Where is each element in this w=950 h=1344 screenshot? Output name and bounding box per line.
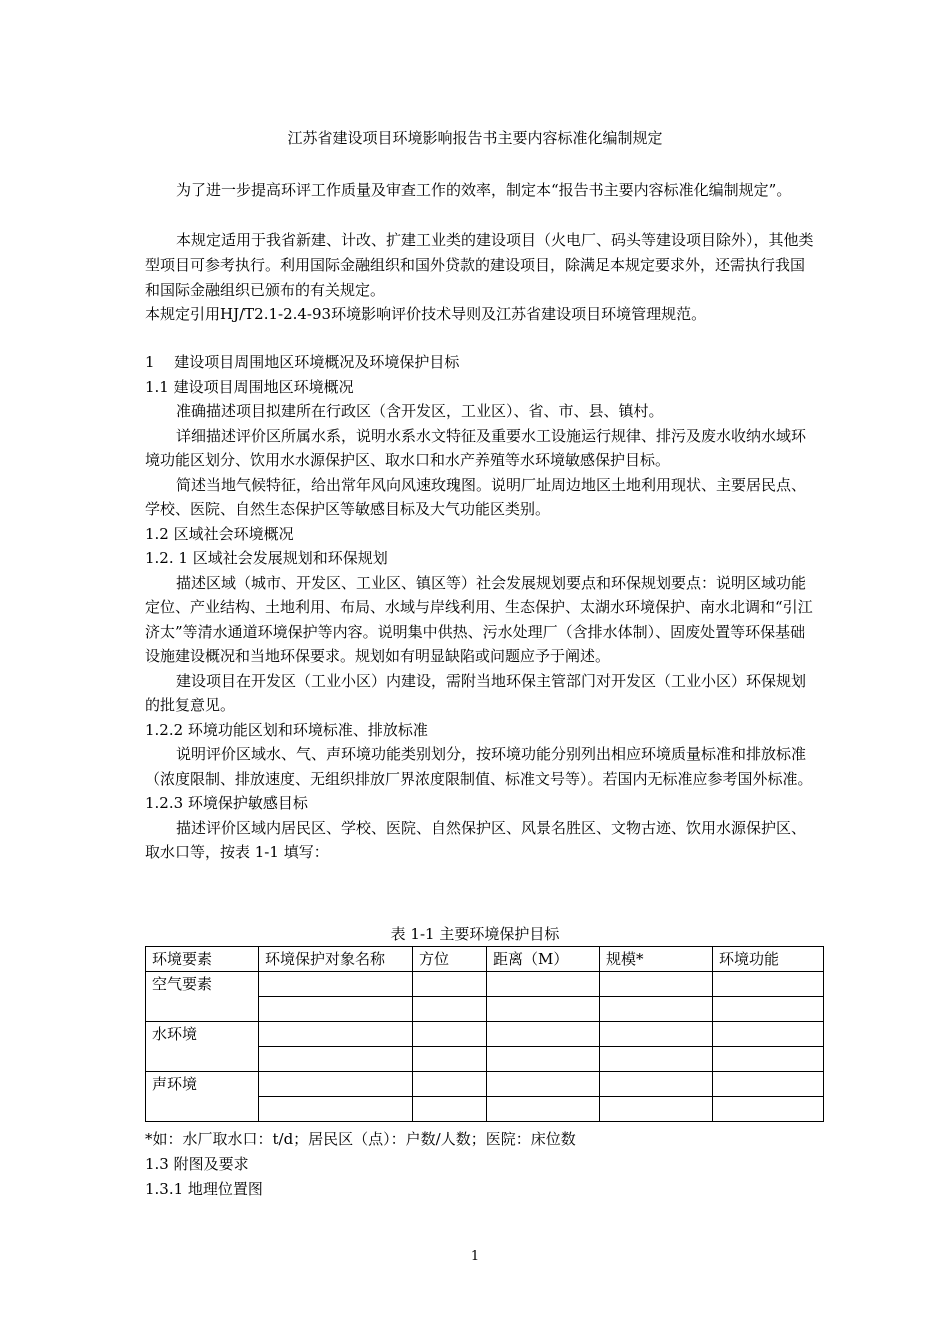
table-header-cell: 距离（M）	[487, 947, 600, 972]
table-cell	[487, 1022, 600, 1047]
section-1-1-heading: 1.1 建设项目周围地区环境概况	[145, 377, 354, 396]
table-header-row	[146, 947, 824, 972]
group-label-air: 空气要素	[146, 972, 259, 1022]
table-cell	[600, 997, 713, 1022]
section-1-2-2-paragraph: 说明评价区域水、气、声环境功能类别划分，按环境功能分别列出相应环境质量标准和排放标准（浓度限制、排放速度、无组织排放厂界浓度限制值、标准文号等）。若国内无标准应参考国外标准。	[145, 745, 813, 788]
group-label-noise: 声环境	[146, 1072, 259, 1122]
section-1-3-1-heading: 1.3.1 地理位置图	[145, 1180, 263, 1198]
table-header-cell: 规模*	[600, 947, 713, 972]
table-cell	[413, 1047, 487, 1072]
table-header-cell: 环境功能	[713, 947, 824, 972]
table-cell	[487, 997, 600, 1022]
section-1-2-3-heading: 1.2.3 环境保护敏感目标	[145, 794, 308, 812]
intro-section	[145, 178, 815, 203]
table-cell	[259, 997, 413, 1022]
section-1-1-paragraph-1: 准确描述项目拟建所在行政区（含开发区，工业区）、省、市、县、镇村。	[176, 402, 664, 420]
table-header-cell: 方位	[413, 947, 487, 972]
table-cell	[259, 1097, 413, 1122]
section-1-heading: 1 建设项目周围地区环境概况及环境保护目标	[145, 353, 460, 371]
table-cell	[600, 1072, 713, 1097]
table-cell	[259, 972, 413, 997]
table-cell	[413, 972, 487, 997]
table-cell	[600, 1047, 713, 1072]
intro-paragraph-3: 本规定引用HJ/T2.1-2.4-93环境影响评价技术导则及江苏省建设项目环境管理规范。	[145, 305, 707, 323]
document-title: 江苏省建设项目环境影响报告书主要内容标准化编制规定	[287, 129, 663, 147]
intro-block-2	[145, 228, 815, 303]
intro-paragraph-1: 为了进一步提高环评工作质量及审查工作的效率，制定本“报告书主要内容标准化编制规定”。	[176, 181, 792, 199]
section-1-2-1-paragraph-1: 描述区域（城市、开发区、工业区、镇区等）社会发展规划要点和环保规划要点：说明区域功能定位、产业结构、土地利用、布局、水域与岸线利用、生态保护、太湖水环境保护、南水北调和“引江济太”等清水通道环境保护等内容。说明集中供热、污水处理厂（含排水体制）、固废处置等环保基础设施建设概况和当地环保要求。规划如有明显缺陷或问题应予于阐述。	[145, 573, 813, 665]
table-cell	[413, 1097, 487, 1122]
section-1-2-2-heading: 1.2.2 环境功能区划和环境标准、排放标准	[145, 720, 428, 739]
table-cell	[487, 1047, 600, 1072]
table-header-cell: 环境保护对象名称	[259, 947, 413, 972]
table-row	[146, 972, 824, 997]
table-cell	[487, 1072, 600, 1097]
section-1-2-1-heading: 1.2. 1 区域社会发展规划和环保规划	[145, 549, 388, 567]
section-1-1-paragraph-3: 简述当地气候特征，给出常年风向风速玫瑰图。说明厂址周边地区土地利用现状、主要居民点、学校、医院、自然生态保护区等敏感目标及大气功能区类别。	[145, 475, 807, 518]
intro-block-3	[145, 302, 815, 327]
table-cell	[713, 1022, 824, 1047]
table-footnote: *如：水厂取水口：t/d；居民区（点）：户数/人数；医院：床位数	[145, 1130, 576, 1148]
table-cell	[713, 997, 824, 1022]
section-1-3-heading: 1.3 附图及要求	[145, 1155, 249, 1173]
intro-paragraph-2: 本规定适用于我省新建、计改、扩建工业类的建设项目（火电厂、码头等建设项目除外），其他类型项目可参考执行。利用国际金融组织和国外贷款的建设项目，除满足本规定要求外，还需执行我国和国际金融组织已颁布的有关规定。	[145, 231, 814, 299]
group-label-water: 水环境	[146, 1022, 259, 1072]
table-cell	[259, 1072, 413, 1097]
table-cell	[259, 1047, 413, 1072]
page-number: 1	[470, 1249, 480, 1264]
table-cell	[713, 1072, 824, 1097]
table-header-cell: 环境要素	[146, 947, 259, 972]
table-cell	[413, 1022, 487, 1047]
table-cell	[259, 1022, 413, 1047]
table-row	[146, 1072, 824, 1097]
table-cell	[713, 1047, 824, 1072]
section-1-2-3-paragraph: 描述评价区域内居民区、学校、医院、自然保护区、风景名胜区、文物古迹、饮用水源保护区、取水口等，按表 1-1 填写：	[145, 818, 807, 861]
table-cell	[600, 1022, 713, 1047]
table-cell	[713, 972, 824, 997]
protection-targets-table	[145, 946, 824, 1122]
section-1-2-heading: 1.2 区域社会环境概况	[145, 524, 294, 543]
section-1-2-1-paragraph-2: 建设项目在开发区（工业小区）内建设，需附当地环保主管部门对开发区（工业小区）环保规划的批复意见。	[145, 671, 807, 714]
table-cell	[487, 1097, 600, 1122]
table-cell	[600, 1097, 713, 1122]
table-cell	[713, 1097, 824, 1122]
table-cell	[413, 997, 487, 1022]
after-table-section	[145, 1127, 815, 1202]
section-1-1-paragraph-2: 详细描述评价区所属水系，说明水系水文特征及重要水工设施运行规律、排污及废水收纳水域环境功能区划分、饮用水水源保护区、取水口和水产养殖等水环境敏感保护目标。	[145, 426, 807, 469]
table-row	[146, 1022, 824, 1047]
table-caption: 表 1-1 主要环境保护目标	[390, 925, 560, 943]
section-1	[145, 350, 815, 865]
table-cell	[600, 972, 713, 997]
table-cell	[413, 1072, 487, 1097]
table-cell	[487, 972, 600, 997]
